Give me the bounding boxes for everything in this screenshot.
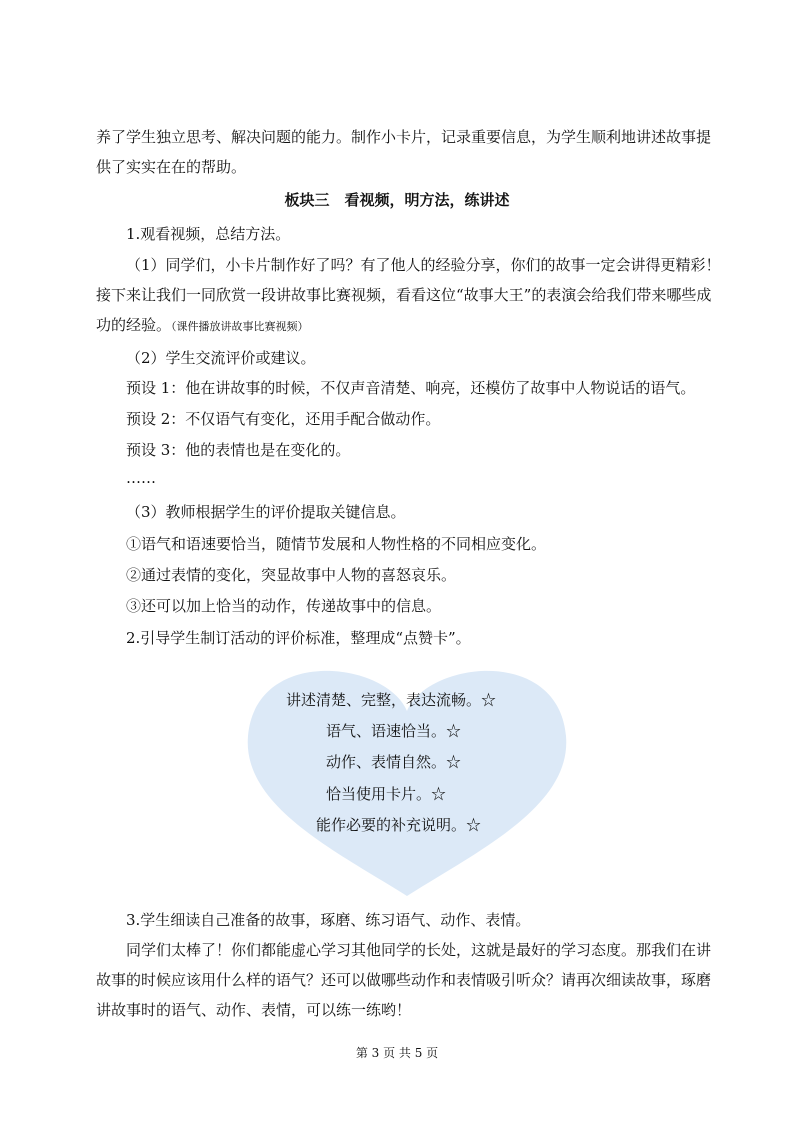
card-item-5: 能作必要的补充说明。☆: [316, 816, 482, 834]
page-footer: 第 3 页 共 5 页: [355, 1046, 439, 1060]
step1-p1-text: （1）同学们，小卡片制作好了吗？有了他人的经验分享，你们的故事一定会讲得更精彩！接下来让我们一同欣赏一段讲故事比赛视频，看看这位“故事大王”的表演会给我们带来哪些成功的经验。: [96, 256, 721, 334]
step2-heading: 2.引导学生制订活动的评价标准，整理成“点赞卡”。: [126, 629, 471, 647]
card-item-3: 动作、表情自然。☆: [326, 753, 462, 771]
step3-heading: 3.学生细读自己准备的故事，琢磨、练习语气、动作、表情。: [126, 911, 531, 929]
step1-heading: 1.观看视频，总结方法。: [126, 225, 291, 243]
preset-1: 预设 1：他在讲故事的时候，不仅声音清楚、响亮，还模仿了故事中人物说话的语气。: [126, 379, 696, 397]
step1-p1-note: （课件播放讲故事比赛视频）: [171, 320, 309, 333]
ellipsis: ……: [126, 469, 156, 487]
step1-item-3: （3）教师根据学生的评价提取关键信息。: [126, 503, 406, 521]
key-point-3: ③还可以加上恰当的动作，传递故事中的信息。: [126, 597, 442, 615]
key-point-1: ①语气和语速要恰当，随情节发展和人物性格的不同相应变化。: [126, 535, 547, 553]
card-item-2: 语气、语速恰当。☆: [326, 722, 462, 740]
step1-paragraph-1: [96, 250, 722, 342]
step3-paragraph: 同学们太棒了！你们都能虚心学习其他同学的长处，这就是最好的学习态度。那我们在讲故事的时候应该用什么样的语气？还可以做哪些动作和表情吸引听众？请再次细读故事，琢磨讲故事时的语气、动作、表情，可以练一练哟！: [96, 941, 712, 1019]
preset-3: 预设 3：他的表情也是在变化的。: [126, 441, 351, 459]
key-point-2: ②通过表情的变化，突显故事中人物的喜怒哀乐。: [126, 566, 457, 584]
card-item-1: 讲述清楚、完整，表达流畅。☆: [286, 691, 497, 709]
section-title: 板块三 看视频，明方法，练讲述: [284, 191, 510, 209]
step1-item-2: （2）学生交流评价或建议。: [126, 349, 316, 367]
intro-paragraph: 养了学生独立思考、解决问题的能力。制作小卡片，记录重要信息，为学生顺利地讲述故事提供了实实在在的帮助。: [96, 128, 712, 176]
card-item-4: 恰当使用卡片。☆: [326, 785, 447, 803]
preset-2: 预设 2：不仅语气有变化，还用手配合做动作。: [126, 410, 441, 428]
